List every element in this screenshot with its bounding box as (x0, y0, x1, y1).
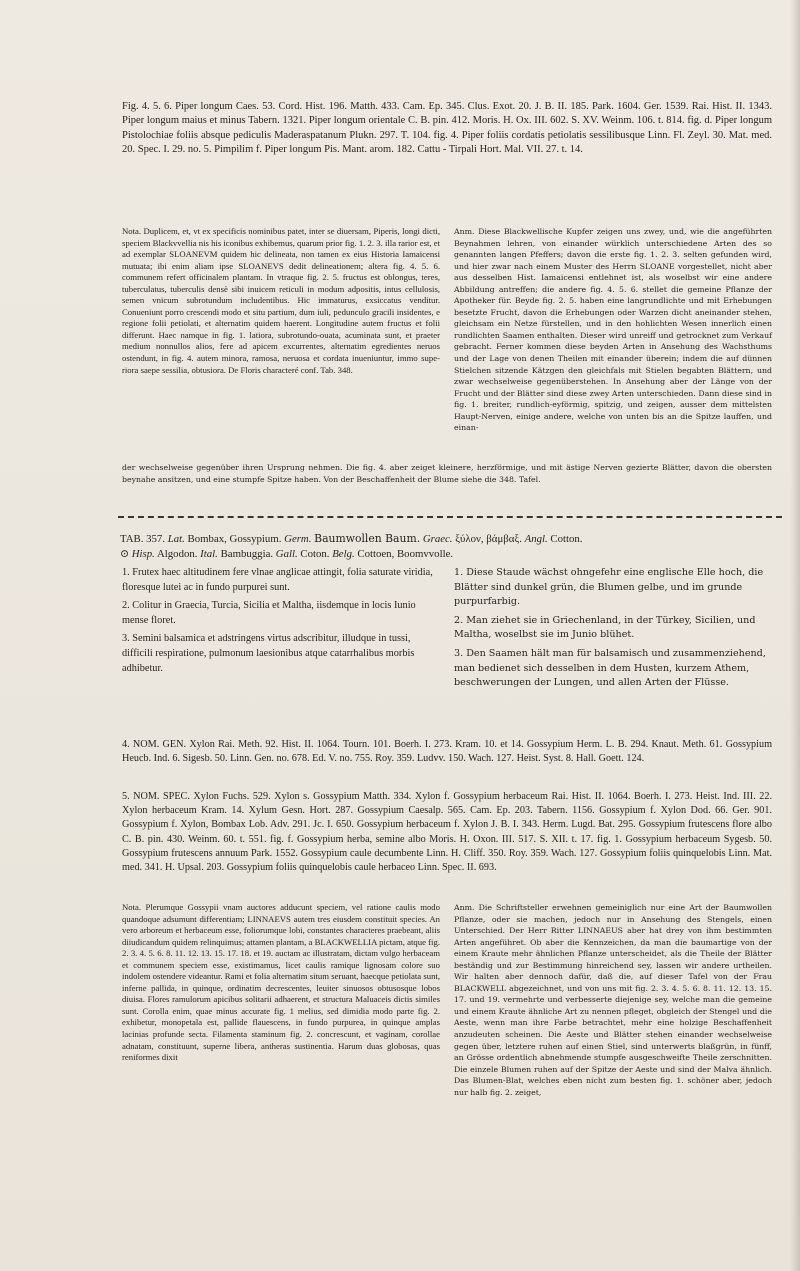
nota-latin-piper: Nota. Duplicem, et, vt ex specificis nominibus patet, inter se diuersam, Piperis, longi dicti, speciem Blackvvellia nis his iconibus exhibemus, quarum prior fig. 1. 2. 3. illa rarior est, et ad exemplar SLOANEVM quidem hic delineata, non tamen ex eius Historia Iamaicensi mutuata; ibi enim aliam ipse SLOANEVS dedit delineationem; altera fig. 4. 5. 6. communem refert officinalem plantam. In vtraque fig. 2. 5. fructus est oblongus, teres, tuberculatus, tuberculis densè sibi inuicem reticuli in modum adpositis, intus cellulosis, semen vnicum subrotundum includentibus. Hic immaturus, exsiccatus venditur. Conueniunt porro crescendi modo et situ partium, dum iuli, pedunculo gracili insidentes, e regione folii petiolati, et alternatim quidem haerent. Longitudine autem fructus et folii differunt. Haec namque in fig. 1. latiora, subrotundo-ouata, acuminata sunt, et praeter medium nonnullos alios, fere ad apicem excurrentes, alternatim egredientes neruos ostendunt, in fig. 4. autem minora, ramosa, neruosa et cordata inueniuntur, immo supe-riora saepe sessilia, obtusiora. De Floris characteré conf. Tab. 348. (122, 226, 440, 375)
lat-label: Lat. (167, 533, 185, 545)
latin-item-3: 3. Semini balsamica et adstringens virtus adscribitur, illudque in tussi, difficili respiratione, pulmonum laesionibus atque catarrhalibus morbis adhibetur. (122, 633, 415, 674)
nom-spec-paragraph: 5. NOM. SPEC. Xylon Fuchs. 529. Xylon s. Gossypium Matth. 334. Xylon f. Gossypium herbaceum Rai. Hist. II. 1064. Boerh. I. 273. Heist. Ind. III. 22. Xylon herbaceum Kram. 14. Xylum Gesn. Hort. 287. Gossypium Caesalp. 565. Cam. Ep. 203. Tabern. 1156. Gossypium f. Xylon Dod. 66. Ger. 901. Gossypium f. Xylon, Bombax Lob. Adv. 291. Jc. I. 650. Gossypium herbaceum f. Xylon J. B. I. 343. Herm. Lugd. Bat. 295. Gossypium frutescens flore albo C. B. pin. 430. Weinm. 60. t. 551. fig. f. Gossypium herba, semine albo Moris. H. Oxon. III. 517. S. XII. t. 17. fig. 1. Gossypium herbaceum Sygesb. 50. Gossypium frutescens annuum Park. 1552. Gossypium caule decumbente Linn. H. Cliff. 350. Roy. 359. Wach. 127. Gossypium foliis quinquelobis Linn. Mat. med. 341. H. Upsal. 203. Gossypium foliis quinquelobis caule herbaceo Linn. Spec. II. 693. (122, 791, 772, 874)
tab-header (120, 532, 782, 561)
numbered-two-columns (122, 566, 772, 691)
gall-name: Coton. (300, 547, 330, 560)
numbered-latin-column (122, 566, 440, 691)
graec-name: ξύλον, βάμβαξ. (455, 533, 522, 545)
german-item-3: 3. Den Saamen hält man für balsamisch und zusammenziehend, man bedienet sich desselben in dem Husten, kurzem Athem, beschwerungen der Lungen, und allen Arten der Flüsse. (454, 647, 766, 689)
graec-label: Graec. (422, 533, 453, 545)
nota-latin-gossypium: Nota. Plerumque Gossypii vnam auctores adducunt speciem, vel ratione caulis modo quandoque adsumunt differentiam; LINNAEVS autem tres eiusdem constituit species. An vero arboreum et herbaceum esse, foliorumque lobi, constantes characteres praebeant, aliis diiudicandum quidem relinquimus; attamen plantam, a BLACKWELLIA pictam, atque fig. 2. 3. 4. 5. 6. 8. 11. 12. 13. 15. 17. 18. et 19. auctam ac illustratam, dictam vulgo herbaceam et communem speciem esse, existimamus, licet caulis ramique lignosam colore suo indolem ostendere videantur. Rami et folia alternatim situm seruant, haecque petiolata sunt, inferne pallida, in quinque, ordinatim decrescentes, leuiter sinuosos obtusosque lobos diuisa. Flores ramulorum apicibus solitarii adhaerent, et structura Maluaceis dictis similes sunt. Corolla enim, quae minus accurate fig. 1 melius, sed dimidia modo parte fig. 2. exhibetur, monopetala est, pallide flauescens, in fundo purpurea, in quinque amplas lacinias profunde secta. Filamenta staminum fig. 2. concrescunt, et vaginam, corollae adnatam, constituunt, superne libera, antheras sustinentia. Harum duas globosas, quas reniformes dixit (122, 902, 440, 1063)
tab-header-line-2 (120, 547, 782, 562)
tab-number: TAB. 357. (120, 533, 166, 545)
german-continuation-line: der wechselweise gegenüber ihren Ursprung nehmen. Die fig. 4. aber zeiget kleinere, herzförmige, und mit ästige Nerven gezierte Blätter, davon die obersten beynahe ansitzen, und eine stumpfe Spitze haben. Von der Beschaffenheit der Blume siehe die 348. Tafel. (122, 463, 772, 484)
german-item-1: 1. Diese Staude wächst ohngefehr eine englische Elle hoch, die Blätter sind dunkel grün, die Blumen gelbe, und im grunde purpurfarbig. (454, 567, 764, 608)
ital-name: Bambuggia. (220, 547, 274, 560)
lat-name: Bombax, Gossypium. (187, 533, 282, 545)
germ-name: Baumwollen Baum. (314, 532, 421, 545)
latin-item-1: 1. Frutex haec altitudinem fere vlnae anglicae attingit, folia saturate viridia, floresque lutei ac in fundo purpurei sunt. (122, 567, 433, 593)
lower-two-columns (122, 902, 772, 1098)
hisp-label: Hisp. (131, 547, 155, 560)
section-divider (118, 516, 782, 518)
nom-gen-paragraph: 4. NOM. GEN. Xylon Rai. Meth. 92. Hist. II. 1064. Tourn. 101. Boerh. I. 273. Kram. 10. et 14. Gossypium Herm. L. B. 294. Knaut. Meth. 61. Gossypium Heucb. Ind. 6. Sigesb. 50. Linn. Gen. no. 678. Ed. V. no. 755. Roy. 359. Ludvv. 150. Wach. 127. Heist. Syst. 8. Hall. Goett. 124. (122, 739, 772, 765)
belg-label: Belg. (332, 547, 355, 560)
latin-item-2: 2. Colitur in Graecia, Turcia, Sicilia et Maltha, iisdemque in locis Iunio mense floret. (122, 600, 416, 626)
belg-name: Cottoen, Boomvvolle. (357, 547, 454, 560)
angl-name: Cotton. (550, 533, 583, 545)
upper-two-columns (122, 226, 772, 434)
ital-label: Ital. (200, 547, 218, 560)
germ-label: Germ. (284, 533, 312, 545)
angl-label: Angl. (524, 533, 548, 545)
gall-label: Gall. (275, 547, 298, 560)
hisp-name: Algodon. (156, 547, 198, 560)
annual-symbol: ⊙ (120, 547, 130, 560)
german-item-2: 2. Man ziehet sie in Griechenland, in der Türkey, Sicilien, und Maltha, woselbst sie im Junio blühet. (454, 614, 756, 641)
anm-german-gossypium: Anm. Die Schriftsteller erwehnen gemeiniglich nur eine Art der Baumwollen Pflanze, oder sie machen, jedoch nur in Ansehung des Stengels, einen Unterschied. Der Herr Ritter LINNAEUS aber hat drey von ihm bestimmten Arten angeführet. Ob aber die Kennzeichen, da man die baumartige von der einem Kraute mehr ähnlichen Pflanze unterscheidet, als die Theile der Blätter beständig und zur Bestimmung hinreichend sey, lassen wir andere urtheilen. Wir halten aber dennoch dafür, daß die, auf dieser Tafel von der Frau BLACKWELL abgezeichnet, und von uns mit fig. 2. 3. 4. 5. 6. 8. 11. 12. 13. 15. 17. und 19. vermehrte und verbesserte diejenige sey, welche man die gemeine und einem Kraute ähnliche Art zu nennen pfleget, obgleich der Stengel und die Aeste, wenn man ihre Farbe betrachtet, mehr eine holzige Beschaffenheit anzudeuten scheinen. Die Aeste und Blätter stehen einander wechselweise gegen über, letztere ruhen auf einen Stiel, sind unterwerts blaßgrün, in fünff, an Grösse ordentlich abnehmende stumpfe ausgeschweifte Theile zerschnitten. Die einzele Blumen ruhen auf der Spitze der Aeste und sind der Malva ähnlich. Das Blumen-Blat, welches eben nicht zum besten fig. 1. schöner aber, jedoch nur halb fig. 2. zeiget, (454, 903, 772, 1097)
tab-header-line-1 (120, 532, 782, 547)
numbered-german-column (454, 566, 772, 691)
anm-german-piper: Anm. Diese Blackwellische Kupfer zeigen uns zwey, und, wie die angeführten Beynahmen lehren, von einander würklich unterschiedene Arten des so genannten langen Pfeffers; davon die erste fig. 1. 2. 3. selten gefunden wird, und hier zwar nach einem Muster des Herrn SLOANE vorgestellet, nicht aber aus desselben Hist. Iamaicensi entlehnet ist, als woselbst wir eine andere Abbildung antreffen; die andere fig. 4. 5. 6. stellet die gemeine Pflanze der Apotheker für. Beyde fig. 2. 5. haben eine langrundlichte und mit Erhebungen besetzte Frucht, davon die Erhebungen oder Warzen dicht aneinander stehen, gleichsam ein Netze fürstellen, und in den hohlichten Wesen innerlich einen rundlichten Saamen enthalten. Dieser wird unreiff und getrocknet zum Verkauf gebracht. Ferner kommen diese beyden Arten in Ansehung des Wachsthums und der Lage von denen Theilen mit einander überein; indem die auf dünnen Stielchen sitzende Kätzgen den gleichfals mit Stielen begabten Blättern, und zwar wechselweise gegenüberstehen. In Ansehung aber der Länge von der Frucht und der Blätter sind diese zwey Arten unterschieden. Dann diese sind in fig. 1. breiter, rundlich-eyförmig, spitzig, und zeigen, ausser dem mittelsten Haupt-Nerven, einige andere, welche von unten bis an die Spitze lauffen, und einan- (454, 227, 772, 433)
top-reference-paragraph: Fig. 4. 5. 6. Piper longum Caes. 53. Cord. Hist. 196. Matth. 433. Cam. Ep. 345. Clus. Exot. 20. J. B. II. 185. Park. 1604. Ger. 1539. Rai. Hist. II. 1343. Piper longum maius et minus Tabern. 1321. Piper longum orientale C. B. pin. 412. Moris. H. Ox. III. 602. S. XV. Weinm. 106. t. 814. fig. d. Piper longum Pistolochiae foliis absque pediculis Maderaspatanum Plukn. 297. T. 104. fig. 4. Piper foliis cordatis petiolatis sessilibusque Linn. Fl. Zeyl. 30. Mat. med. 20. Spec. I. 29. no. 5. Pimpilim f. Piper longum Pis. Mant. arom. 182. Cattu - Tirpali Hort. Mal. VII. 27. t. 14. (122, 101, 772, 155)
